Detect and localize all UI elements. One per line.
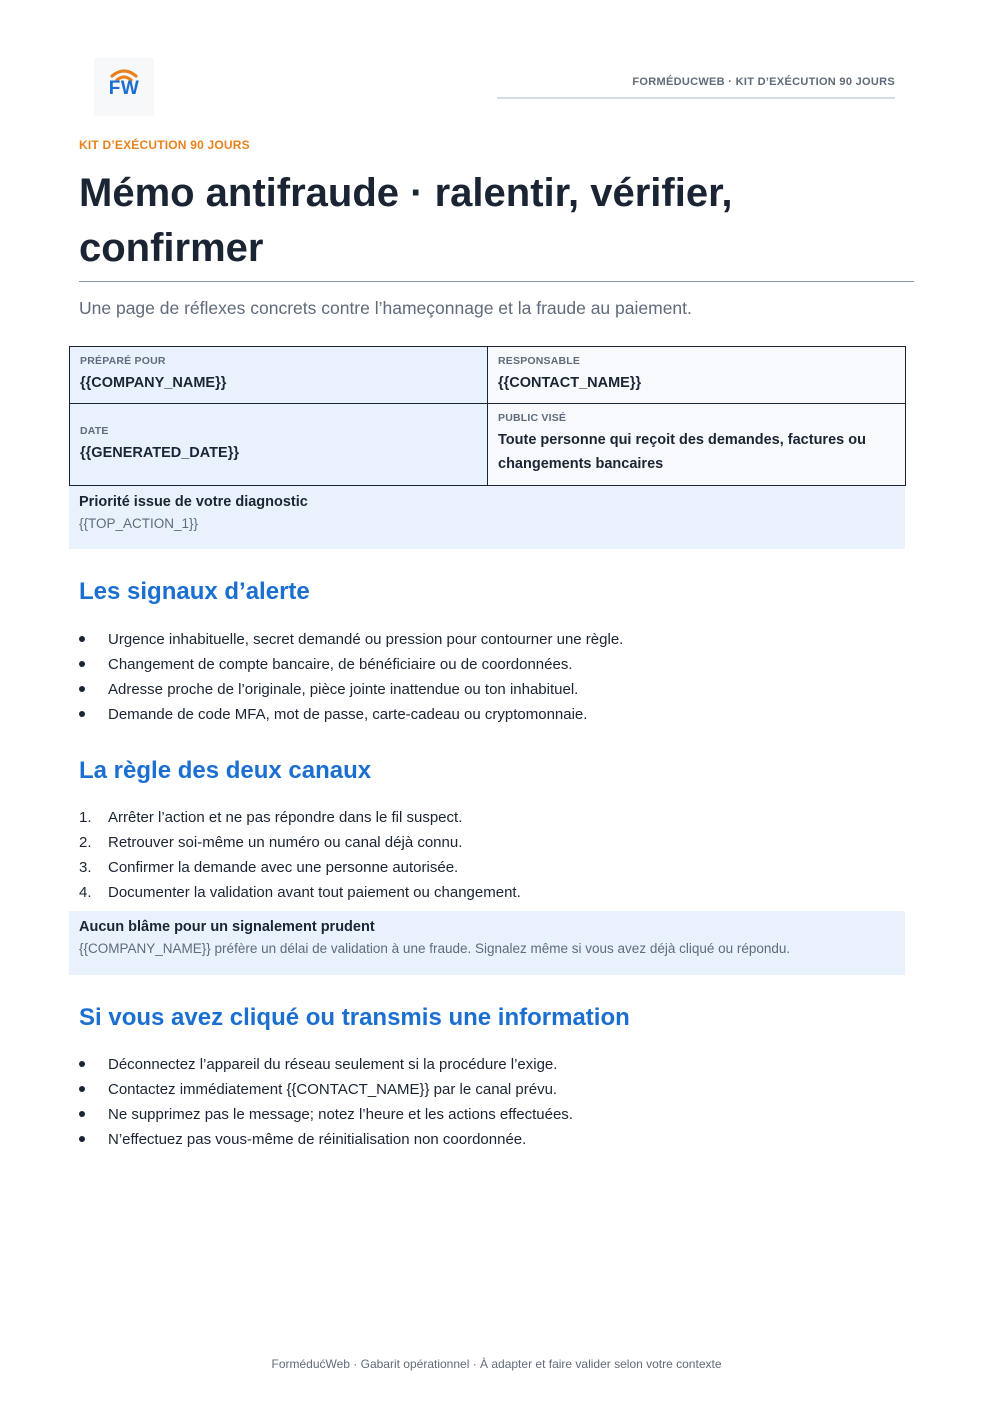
list-item: Ne supprimez pas le message; notez l’heure et les actions effectuées.: [79, 1102, 573, 1127]
page-footer: FormédućWeb · Gabarit opérationnel · À adapter et faire valider selon votre contexte: [271, 1357, 722, 1371]
header-meta: FORMÉDUCWEB · KIT D’EXÉCUTION 90 JOURS: [632, 76, 895, 88]
list-item: Demande de code MFA, mot de passe, carte-cadeau ou cryptomonnaie.: [79, 702, 623, 727]
priority-title: Priorité issue de votre diagnostic: [79, 494, 308, 510]
owner-value: {{CONTACT_NAME}}: [498, 375, 642, 391]
list-item: 3. Confirmer la demande avec une personne autorisée.: [79, 859, 459, 876]
bullet-icon: [79, 661, 85, 667]
list-item: Changement de compte bancaire, de bénéficiaire ou de coordonnées.: [79, 652, 623, 677]
title-divider: [79, 281, 914, 282]
info-row: [70, 403, 905, 485]
bullet-icon: [79, 1061, 85, 1067]
logo-text: FW: [108, 78, 140, 99]
header-divider: [497, 97, 895, 99]
audience-value: Toute personne qui reçoit des demandes, factures ou changements bancaires: [498, 432, 866, 472]
list-item: 4. Documenter la validation avant tout paiement ou changement.: [79, 884, 521, 901]
list-item: Adresse proche de l’originale, pièce jointe inattendue ou ton inhabituel.: [79, 677, 623, 702]
bullet-icon: [79, 711, 85, 717]
bullet-icon: [79, 686, 85, 692]
priority-callout: [69, 486, 905, 549]
no-blame-title: Aucun blâme pour un signalement prudent: [79, 919, 375, 935]
page-title: Mémo antifraude · ralentir, vérifier, confirmer: [79, 171, 733, 270]
list-item: Urgence inhabituelle, secret demandé ou pression pour contourner une règle.: [79, 627, 623, 652]
list-item: Déconnectez l’appareil du réseau seulement si la procédure l’exige.: [79, 1052, 573, 1077]
list-item: 1. Arrêter l’action et ne pas répondre dans le fil suspect.: [79, 809, 463, 826]
owner-label: RESPONSABLE: [498, 355, 581, 367]
prepared-for-value: {{COMPANY_NAME}}: [80, 375, 227, 391]
prepared-for-label: PRÉPARÉ POUR: [80, 355, 166, 367]
kicker: KIT D’EXÉCUTION 90 JOURS: [79, 138, 250, 152]
date-value: {{GENERATED_DATE}}: [80, 444, 239, 461]
list-item: Contactez immédiatement {{CONTACT_NAME}} par le canal prévu.: [79, 1077, 573, 1102]
priority-text: {{TOP_ACTION_1}}: [79, 516, 199, 531]
section-heading-two-channels: La règle des deux canaux: [79, 757, 372, 784]
two-channels-list: [79, 805, 521, 905]
page-subtitle: Une page de réflexes concrets contre l’hameçonnage et la fraude au paiement.: [79, 298, 692, 318]
bullet-icon: [79, 1111, 85, 1117]
no-blame-text: {{COMPANY_NAME}} préfère un délai de validation à une fraude. Signalez même si vous avez déjà cliqué ou répondu.: [79, 941, 791, 956]
list-item: 2. Retrouver soi-même un numéro ou canal déjà connu.: [79, 834, 463, 851]
bullet-icon: [79, 1086, 85, 1092]
info-row: [70, 347, 905, 403]
section-heading-alert-signals: Les signaux d’alerte: [79, 578, 310, 605]
bullet-icon: [79, 1136, 85, 1142]
owner-cell: [488, 347, 905, 403]
audience-cell: [488, 404, 905, 485]
no-blame-callout: [69, 911, 905, 975]
info-table: [69, 346, 906, 486]
prepared-for-cell: [70, 347, 488, 403]
if-clicked-list: [79, 1052, 573, 1152]
audience-label: PUBLIC VISÉ: [498, 412, 567, 424]
section-heading-if-clicked: Si vous avez cliqué ou transmis une information: [79, 1004, 630, 1031]
date-label: DATE: [80, 424, 109, 437]
list-item: N’effectuez pas vous-même de réinitialisation non coordonnée.: [79, 1127, 573, 1152]
bullet-icon: [79, 636, 85, 642]
alert-signals-list: [79, 627, 623, 727]
logo: [94, 58, 154, 116]
date-cell: [70, 404, 488, 485]
